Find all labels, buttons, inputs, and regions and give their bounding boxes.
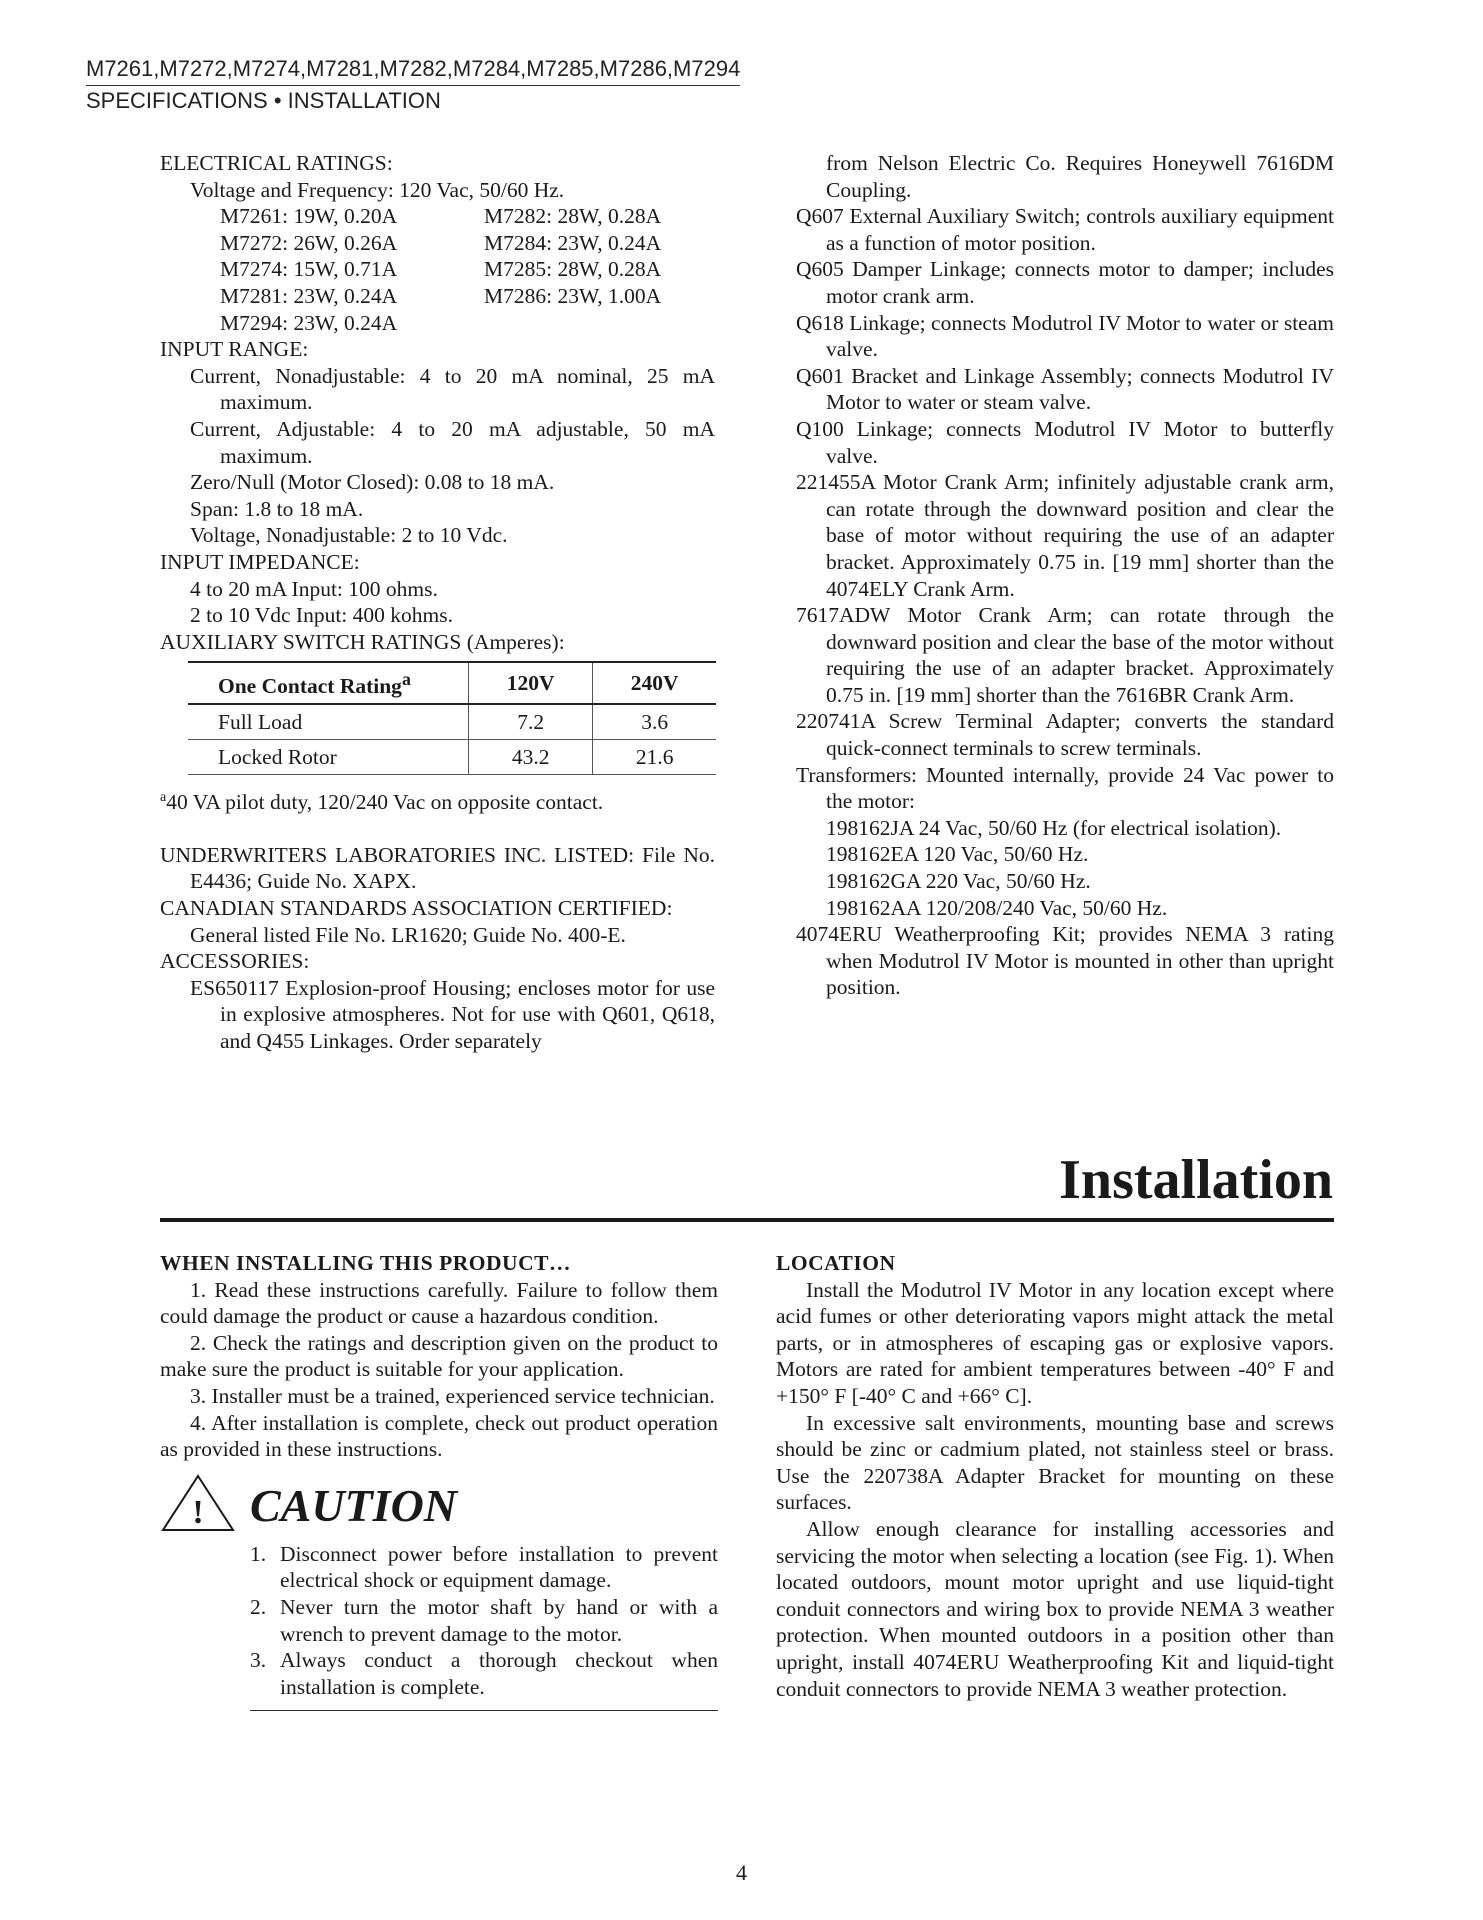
accessory-item: 220741A Screw Terminal Adapter; converts the standard quick-connect terminals to screw terminals. [796,709,1334,761]
transformer-item: 198162AA 120/208/240 Vac, 50/60 Hz. [826,895,1168,920]
specs-right-column [796,150,1334,1001]
accessory-item: Q618 Linkage; connects Modutrol IV Motor to water or steam valve. [796,310,1334,362]
input-range-item: Current, Adjustable: 4 to 20 mA adjustable, 50 mA maximum. [190,416,715,468]
table-row [188,740,716,775]
install-step: 4. After installation is complete, check out product operation as provided in these instructions. [160,1410,718,1462]
caution-item [250,1541,718,1594]
input-range-heading: INPUT RANGE: [160,337,309,362]
table-cell: 43.2 [469,740,593,775]
accessory-item: ES650117 Explosion-proof Housing; encloses motor for use in explosive atmospheres. Not for use with Q601, Q618, and Q455 Linkages. Order separately [190,975,715,1053]
transformer-item: 198162GA 220 Vac, 50/60 Hz. [826,869,1091,894]
when-installing-heading: WHEN INSTALLING THIS PRODUCT… [160,1251,571,1275]
footnote-text: 40 VA pilot duty, 120/240 Vac on opposite contact. [166,790,604,815]
input-range-item: Span: 1.8 to 18 mA. [190,496,364,521]
install-step: 2. Check the ratings and description given on the product to make sure the product is suitable for your application. [160,1330,718,1382]
when-installing-column [160,1250,718,1711]
table-cell: 7.2 [469,704,593,740]
table-header-cell [188,662,469,704]
impedance-item: 4 to 20 mA Input: 100 ohms. [190,576,438,601]
accessory-item: 4074ERU Weatherproofing Kit; provides NEMA 3 rating when Modutrol IV Motor is mounted in other than upright position. [796,922,1334,1000]
table-header-cell: 240V [593,662,716,704]
electrical-ratings-heading: ELECTRICAL RATINGS: [160,151,393,175]
ul-listing: UNDERWRITERS LABORATORIES INC. LISTED: File No. E4436; Guide No. XAPX. [160,842,715,894]
rating-cell: M7274: 15W, 0.71A [220,257,398,282]
installation-title: Installation [1059,1149,1333,1211]
header-text: One Contact Rating [218,674,402,699]
table-cell: Full Load [188,704,469,740]
svg-text:!: ! [192,1493,204,1531]
rating-cell: M7281: 23W, 0.24A [220,283,398,308]
table-header-row [188,662,716,704]
table-cell: 3.6 [593,704,716,740]
input-impedance-heading: INPUT IMPEDANCE: [160,549,360,574]
rating-cell: M7282: 28W, 0.28A [484,204,662,229]
caution-item-number: 1. [250,1541,267,1566]
caution-item-text: Disconnect power before installation to prevent electrical shock or equipment damage. [280,1541,718,1593]
accessory-item: 7617ADW Motor Crank Arm; can rotate through the downward position and clear the base of the motor without requiring the use of an adapter bracket. Approximately 0.75 in. [19 mm] shorter than the 7616BR Crank Arm. [796,603,1334,707]
table-header-cell: 120V [469,662,593,704]
rating-row [220,283,715,310]
rating-last: M7294: 23W, 0.24A [220,310,398,335]
page-number: 4 [736,1860,747,1885]
input-range-item: Voltage, Nonadjustable: 2 to 10 Vdc. [190,523,508,548]
csa-heading: CANADIAN STANDARDS ASSOCIATION CERTIFIED: [160,895,673,920]
caution-item [250,1594,718,1647]
caution-list [250,1541,718,1701]
accessory-item: Q601 Bracket and Linkage Assembly; connects Modutrol IV Motor to water or steam valve. [796,363,1334,415]
table-footnote [160,785,715,816]
accessory-item: Q605 Damper Linkage; connects motor to damper; includes motor crank arm. [796,257,1334,308]
caution-block [160,1473,718,1533]
impedance-item: 2 to 10 Vdc Input: 400 kohms. [190,603,453,628]
table-cell: Locked Rotor [188,740,469,775]
csa-detail: General listed File No. LR1620; Guide No. 400-E. [190,922,626,947]
section-divider [160,1218,1334,1222]
rating-cell: M7272: 26W, 0.26A [220,230,398,255]
rating-row [220,203,715,230]
caution-item-text: Always conduct a thorough checkout when installation is complete. [280,1648,718,1699]
location-paragraph: In excessive salt environments, mounting base and screws should be zinc or cadmium plated, not stainless steel or brass. Use the 220738A Adapter Bracket for mounting on these surfaces. [776,1410,1334,1515]
caution-item-number: 3. [250,1648,267,1673]
rating-cell: M7286: 23W, 1.00A [484,283,662,308]
caution-item-number: 2. [250,1594,267,1619]
rating-cell: M7284: 23W, 0.24A [484,230,662,255]
input-range-item: Zero/Null (Motor Closed): 0.08 to 18 mA. [190,470,555,495]
model-list: M7261,M7272,M7274,M7281,M7282,M7284,M7285,M7286,M7294 [86,54,740,86]
footnote-marker: a [401,669,411,690]
footnote-marker: a [160,790,167,806]
voltage-frequency: Voltage and Frequency: 120 Vac, 50/60 Hz. [190,177,565,202]
specs-left-column [160,150,715,1055]
caution-item-text: Never turn the motor shaft by hand or with a wrench to prevent damage to the motor. [280,1594,718,1646]
caution-bottom-rule [250,1710,718,1711]
accessory-item: 221455A Motor Crank Arm; infinitely adjustable crank arm, can rotate through the downward position and clear the base of motor without requiring the use of an adapter bracket. Approximately 0.75 in. [19 mm] shorter than the 4074ELY Crank Arm. [796,470,1334,601]
section-label: SPECIFICATIONS • INSTALLATION [86,88,441,113]
accessories-heading: ACCESSORIES: [160,949,310,974]
install-step: 1. Read these instructions carefully. Failure to follow them could damage the product or cause a hazardous condition. [160,1277,718,1329]
rating-cell: M7285: 28W, 0.28A [484,257,662,282]
warning-triangle-icon [160,1473,236,1533]
rating-row [220,256,715,283]
rating-cell: M7261: 19W, 0.20A [220,204,398,229]
accessory-item: Q607 External Auxiliary Switch; controls auxiliary equipment as a function of motor position. [796,204,1334,255]
install-step: 3. Installer must be a trained, experienced service technician. [190,1383,715,1408]
accessory-continued: from Nelson Electric Co. Requires Honeywell 7616DM Coupling. [826,151,1334,202]
accessory-item: Q100 Linkage; connects Modutrol IV Motor to butterfly valve. [796,416,1334,468]
transformer-item: 198162JA 24 Vac, 50/60 Hz (for electrical isolation). [826,815,1282,840]
caution-title: CAUTION [250,1479,458,1531]
aux-switch-heading: AUXILIARY SWITCH RATINGS (Amperes): [160,629,565,654]
input-range-item: Current, Nonadjustable: 4 to 20 mA nominal, 25 mA maximum. [190,363,715,415]
table-cell: 21.6 [593,740,716,775]
location-heading: LOCATION [776,1251,896,1275]
rating-row [220,230,715,257]
table-row [188,704,716,740]
location-column [776,1250,1334,1702]
location-paragraph: Allow enough clearance for installing accessories and servicing the motor when selecting a location (see Fig. 1). When located outdoors, mount motor upright and use liquid-tight conduit connectors and wiring box to provide NEMA 3 weather protection. When mounted outdoors in a position other than upright, install 4074ERU Weatherproofing Kit and liquid-tight conduit connectors to provide NEMA 3 weather protection. [776,1516,1334,1701]
transformer-item: 198162EA 120 Vac, 50/60 Hz. [826,842,1089,867]
accessory-item: Transformers: Mounted internally, provide 24 Vac power to the motor: [796,762,1334,814]
location-paragraph: Install the Modutrol IV Motor in any location except where acid fumes or other deteriorating vapors might attack the metal parts, or in atmospheres of escaping gas or explosive vapors. Motors are rated for ambient temperatures between -40° F and +150° F [-40° C and +66° C]. [776,1277,1334,1408]
page-header [86,54,740,116]
caution-item [250,1647,718,1700]
aux-switch-table [188,661,716,775]
